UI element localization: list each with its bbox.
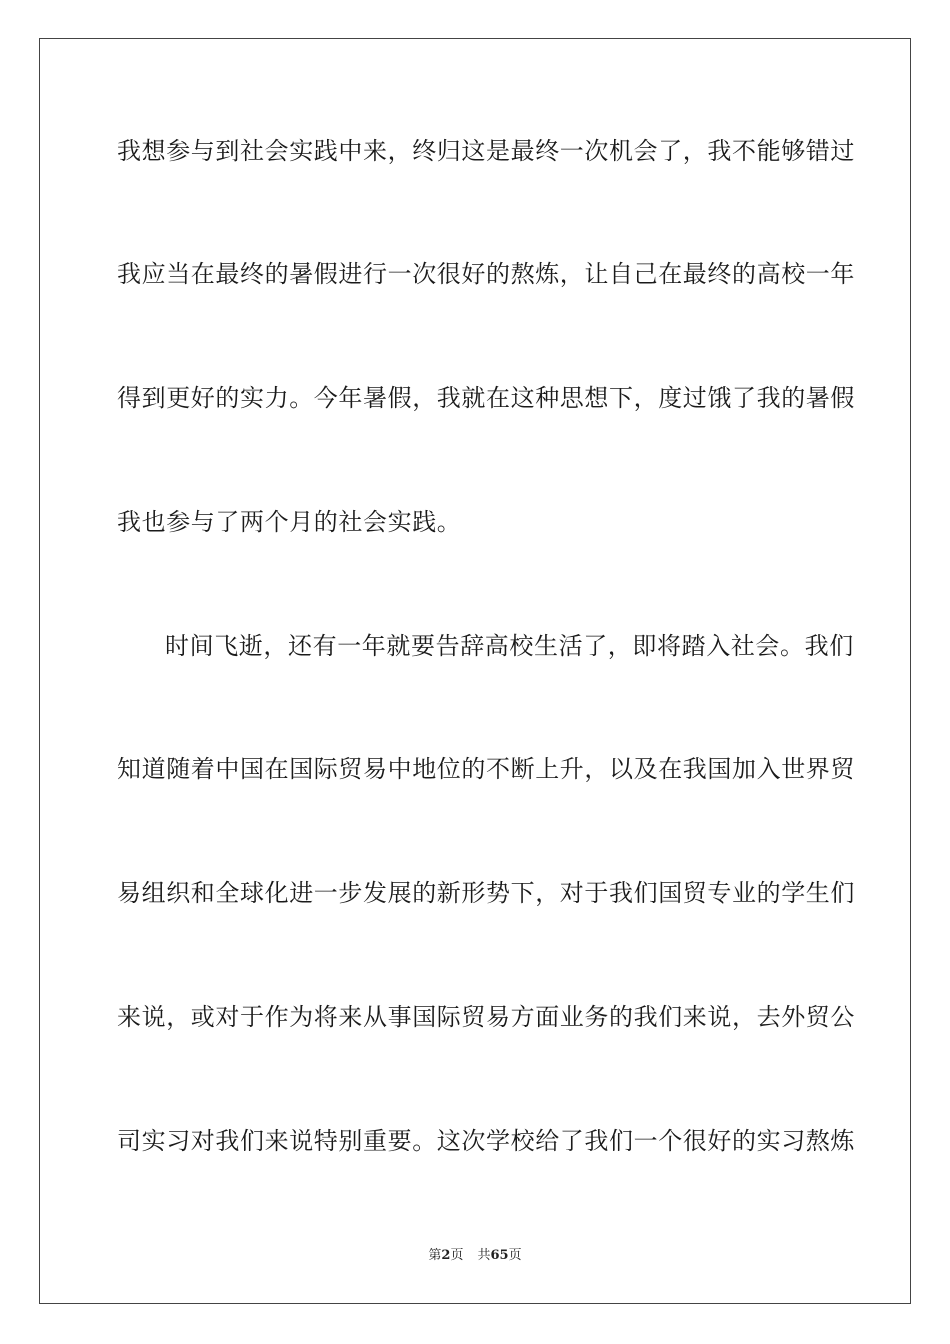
footer-total-prefix: 共 [477, 1248, 491, 1263]
body-text-line-6: 知道随着中国在国际贸易中地位的不断上升，以及在我国加入世界贸 [117, 755, 855, 783]
body-text-line-7: 易组织和全球化进一步发展的新形势下，对于我们国贸专业的学生们 [117, 879, 855, 907]
body-text-line-1: 我想参与到社会实践中来，终归这是最终一次机会了，我不能够错过 [117, 137, 855, 165]
footer-page-suffix: 页 [450, 1248, 464, 1263]
footer-page-number: 2 [441, 1248, 451, 1263]
footer-total-pages: 65 [490, 1248, 509, 1263]
body-text-line-9: 司实习对我们来说特别重要。这次学校给了我们一个很好的实习熬炼 [117, 1127, 855, 1155]
body-text-line-5: 时间飞逝，还有一年就要告辞高校生活了，即将踏入社会。我们 [165, 632, 854, 660]
page-footer [0, 1247, 950, 1265]
body-text-line-8: 来说，或对于作为将来从事国际贸易方面业务的我们来说，去外贸公 [117, 1003, 855, 1031]
footer-page-prefix: 第 [428, 1248, 442, 1263]
body-text-line-3: 得到更好的实力。今年暑假，我就在这种思想下，度过饿了我的暑假 [117, 384, 855, 412]
footer-total-suffix: 页 [508, 1248, 522, 1263]
page-border [39, 38, 911, 1304]
body-text-line-4: 我也参与了两个月的社会实践。 [117, 508, 462, 536]
body-text-line-2: 我应当在最终的暑假进行一次很好的熬炼，让自己在最终的高校一年 [117, 260, 855, 288]
